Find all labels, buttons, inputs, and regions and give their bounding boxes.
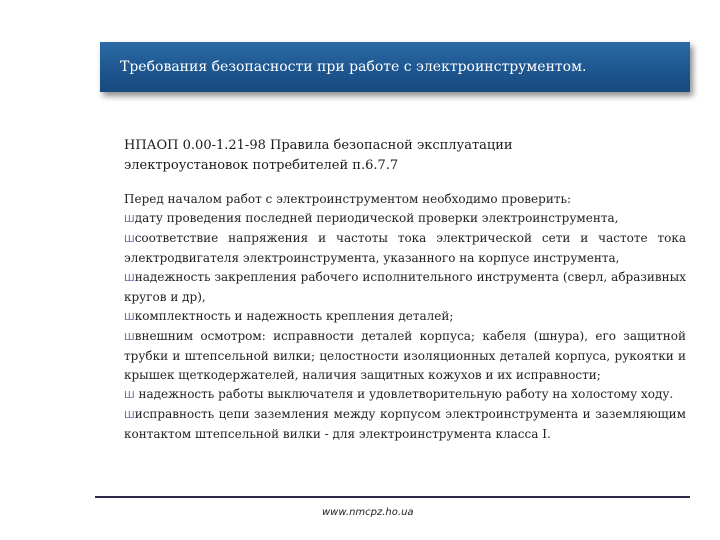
standard-heading — [124, 136, 684, 176]
bullet-icon: Ш — [124, 234, 135, 245]
bullet-icon: Ш — [124, 273, 135, 284]
footer-divider — [95, 496, 690, 498]
heading-line-1: НПАОП 0.00-1.21-98 Правила безопасной эксплуатации — [124, 138, 513, 153]
bullet-icon: Ш — [124, 312, 135, 323]
list-item-text: исправность цепи заземления между корпусом электроинструмента и заземляющим контактом штепсельной вилки - для электроинструмента класса I. — [124, 407, 686, 441]
list-item-text: внешним осмотром: исправности деталей корпуса; кабеля (шнура), его защитной трубки и штепсельной вилки; целостности изоляционных деталей корпуса, рукоятки и крышек щеткодержателей, наличия защитных кожухов и их исправности; — [124, 329, 686, 382]
bullet-icon: Ш — [124, 390, 135, 401]
list-item-text: комплектность и надежность крепления деталей; — [134, 309, 454, 323]
bullet-icon: Ш — [124, 214, 135, 225]
checklist-intro: Перед началом работ с электроинструментом необходимо проверить: — [124, 192, 572, 206]
heading-line-2: электроустановок потребителей п.6.7.7 — [124, 158, 399, 173]
list-item — [124, 229, 686, 268]
list-item — [124, 327, 686, 385]
list-item-text: надежность работы выключателя и удовлетворительную работу на холостому ходу. — [134, 387, 674, 401]
list-item-text: надежность закрепления рабочего исполнительного инструмента (сверл, абразивных кругов и др), — [124, 270, 686, 304]
list-item — [124, 268, 686, 307]
bullet-icon: Ш — [124, 332, 135, 343]
footer-url: www.nmcpz.ho.ua — [322, 507, 414, 518]
list-item — [124, 209, 686, 229]
bullet-icon: Ш — [124, 410, 135, 421]
slide-title: Требования безопасности при работе с электроинструментом. — [120, 59, 587, 75]
list-item — [124, 307, 686, 327]
title-banner — [100, 42, 690, 92]
list-item-text: соответствие напряжения и частоты тока электрической сети и частоте тока электродвигателя электроинструмента, указанного на корпусе инструмента, — [124, 231, 686, 265]
list-item-text: дату проведения последней периодической проверки электроинструмента, — [134, 211, 619, 225]
checklist-body — [124, 190, 686, 444]
list-item — [124, 385, 686, 405]
list-item — [124, 405, 686, 444]
